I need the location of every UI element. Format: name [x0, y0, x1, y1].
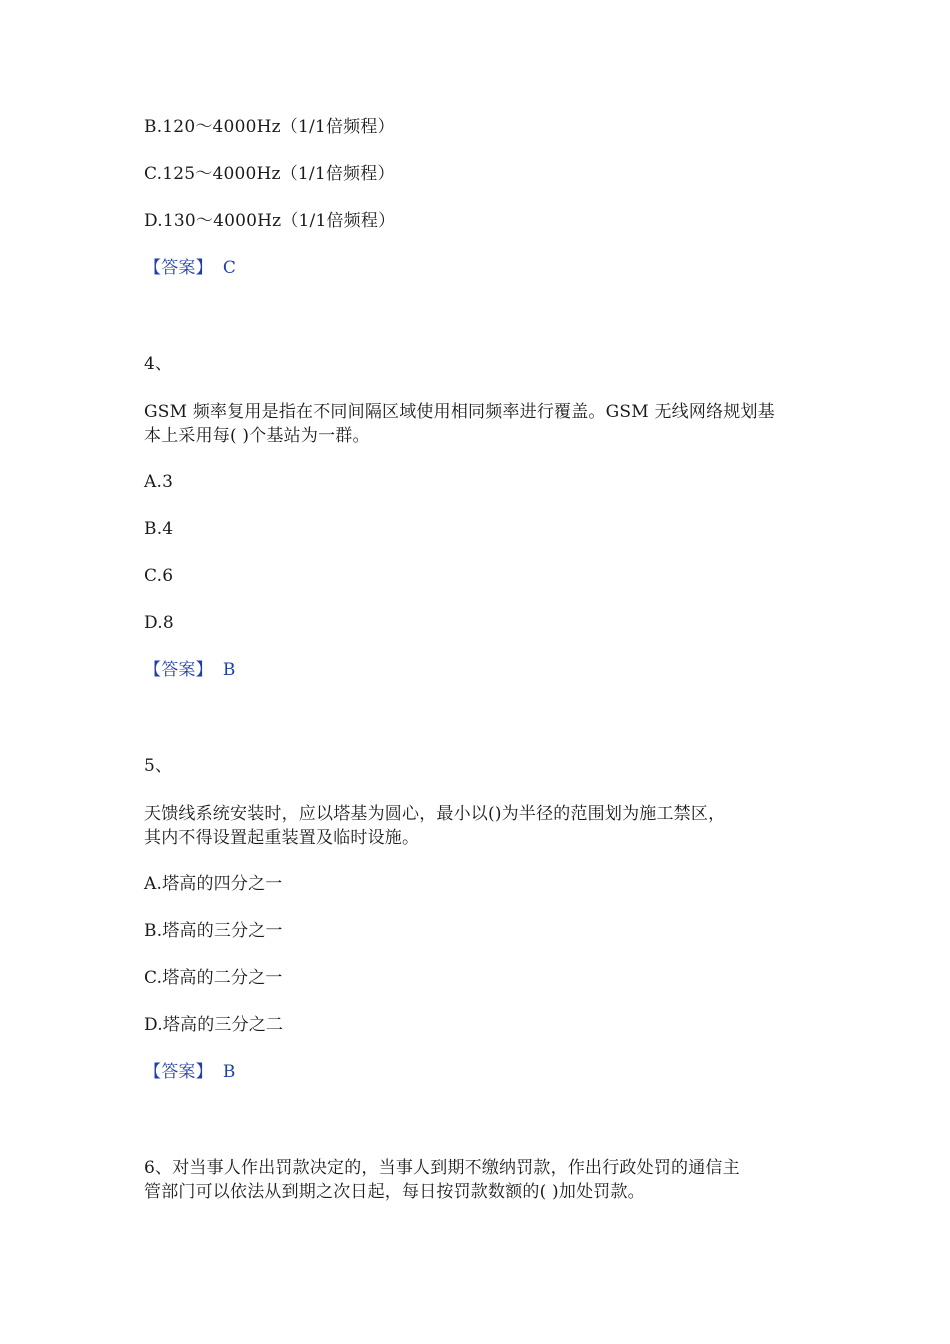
q4-answer: [144, 659, 236, 681]
answer-label: 【答案】: [144, 258, 213, 278]
q5-stem-line-2: 其内不得设置起重装置及临时设施。: [144, 828, 420, 848]
answer-value: C: [222, 258, 237, 278]
q5-option-d: D.塔高的三分之二: [144, 1015, 284, 1035]
q3-option-b: B.120～4000Hz（1/1倍频程）: [144, 117, 395, 137]
q3-option-c: C.125～4000Hz（1/1倍频程）: [144, 164, 395, 184]
q4-option-a: A.3: [144, 472, 174, 492]
q6-stem-line-2: 管部门可以依法从到期之次日起，每日按罚款数额的( )加处罚款。: [144, 1182, 645, 1202]
answer-value: B: [222, 1062, 236, 1082]
q5-stem-line-1: 天馈线系统安装时，应以塔基为圆心，最小以()为半径的范围划为施工禁区，: [144, 804, 726, 824]
q4-number: 4、: [144, 354, 173, 374]
answer-value: B: [222, 660, 236, 680]
q6-stem-line-1: 6、对当事人作出罚款决定的，当事人到期不缴纳罚款，作出行政处罚的通信主: [144, 1158, 740, 1178]
q4-stem-line-1: GSM 频率复用是指在不同间隔区域使用相同频率进行覆盖。GSM 无线网络规划基: [144, 402, 775, 422]
q5-option-a: A.塔高的四分之一: [144, 874, 283, 894]
q5-option-b: B.塔高的三分之一: [144, 921, 283, 941]
q3-answer: [144, 257, 236, 279]
q5-number: 5、: [144, 756, 173, 776]
q5-answer: [144, 1061, 236, 1083]
q3-option-d: D.130～4000Hz（1/1倍频程）: [144, 211, 396, 231]
q4-stem-line-2: 本上采用每( )个基站为一群。: [144, 426, 370, 446]
q5-option-c: C.塔高的二分之一: [144, 968, 283, 988]
q4-option-d: D.8: [144, 613, 174, 633]
answer-label: 【答案】: [144, 660, 213, 680]
q4-option-b: B.4: [144, 519, 174, 539]
q4-option-c: C.6: [144, 566, 174, 586]
answer-label: 【答案】: [144, 1062, 213, 1082]
